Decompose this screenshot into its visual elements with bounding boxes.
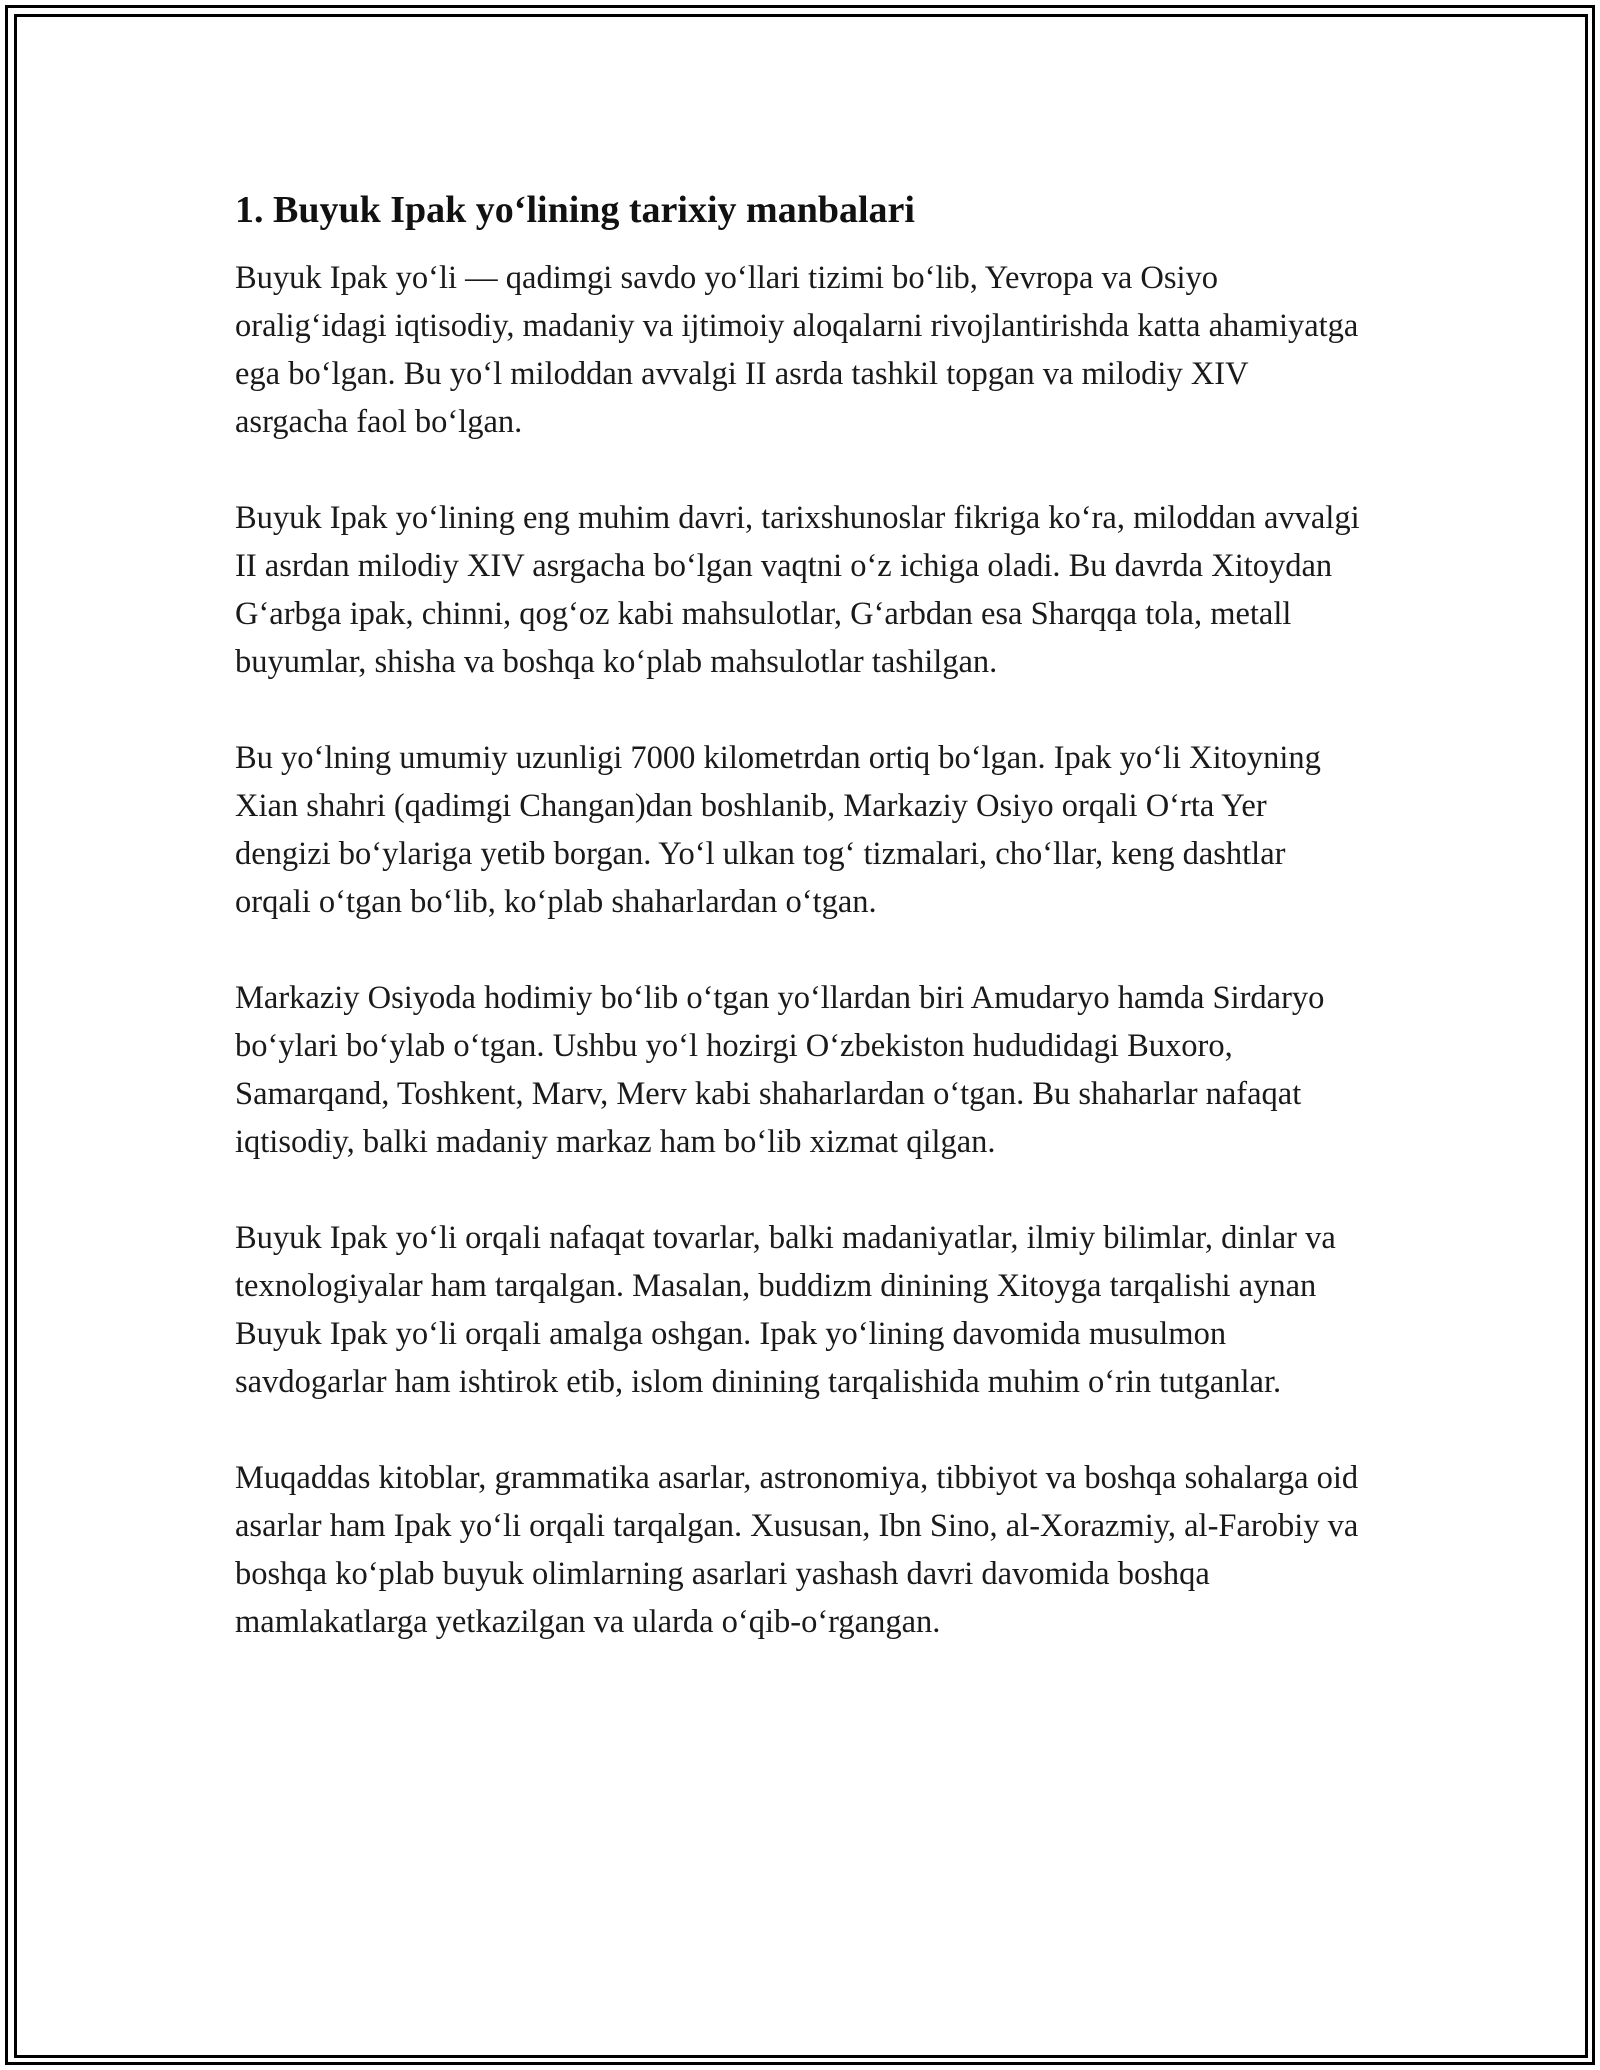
paragraph-2: Buyuk Ipak yoʻlining eng muhim davri, tarixshunoslar fikriga koʻra, miloddan avvalgi II asrdan milodiy XIV asrgacha boʻlgan vaqtni oʻz ichiga oladi. Bu davrda Xitoydan Gʻarbga ipak, chinni, qogʻoz kabi mahsulotlar, Gʻarbdan esa Sharqqa tola, metall buyumlar, shisha va boshqa koʻplab mahsulotlar tashilgan. [235,500,1360,680]
section-heading: 1. Buyuk Ipak yoʻlining tarixiy manbalari [235,189,915,231]
paragraph-4: Markaziy Osiyoda hodimiy boʻlib oʻtgan yoʻllardan biri Amudaryo hamda Sirdaryo boʻylari boʻylab oʻtgan. Ushbu yoʻl hozirgi Oʻzbekiston hududidagi Buxoro, Samarqand, Toshkent, Marv, Merv kabi shaharlardan oʻtgan. Bu shaharlar nafaqat iqtisodiy, balki madaniy markaz ham boʻlib xizmat qilgan. [235,980,1325,1160]
paragraph-6: Muqaddas kitoblar, grammatika asarlar, astronomiya, tibbiyot va boshqa sohalarga oid asarlar ham Ipak yoʻli orqali tarqalgan. Xususan, Ibn Sino, al-Xorazmiy, al-Farobiy va boshqa koʻplab buyuk olimlarning asarlari yashash davri davomida boshqa mamlakatlarga yetkazilgan va ularda oʻqib-oʻrgangan. [235,1460,1359,1640]
paragraph-1: Buyuk Ipak yoʻli — qadimgi savdo yoʻllari tizimi boʻlib, Yevropa va Osiyo oraligʻidagi iqtisodiy, madaniy va ijtimoiy aloqalarni rivojlantirishda katta ahamiyatga ega boʻlgan. Bu yoʻl miloddan avvalgi II asrda tashkil topgan va milodiy XIV asrgacha faol boʻlgan. [235,260,1359,440]
paragraph-3: Bu yoʻlning umumiy uzunligi 7000 kilometrdan ortiq boʻlgan. Ipak yoʻli Xitoyning Xian shahri (qadimgi Changan)dan boshlanib, Markaziy Osiyo orqali Oʻrta Yer dengizi boʻylariga yetib borgan. Yoʻl ulkan togʻ tizmalari, choʻllar, keng dashtlar orqali oʻtgan boʻlib, koʻplab shaharlardan oʻtgan. [235,740,1321,920]
document-body [235,186,1365,1694]
paragraph-5: Buyuk Ipak yoʻli orqali nafaqat tovarlar, balki madaniyatlar, ilmiy bilimlar, dinlar va texnologiyalar ham tarqalgan. Masalan, buddizm dinining Xitoyga tarqalishi aynan Buyuk Ipak yoʻli orqali amalga oshgan. Ipak yoʻlining davomida musulmon savdogarlar ham ishtirok etib, islom dinining tarqalishida muhim oʻrin tutganlar. [235,1220,1336,1400]
